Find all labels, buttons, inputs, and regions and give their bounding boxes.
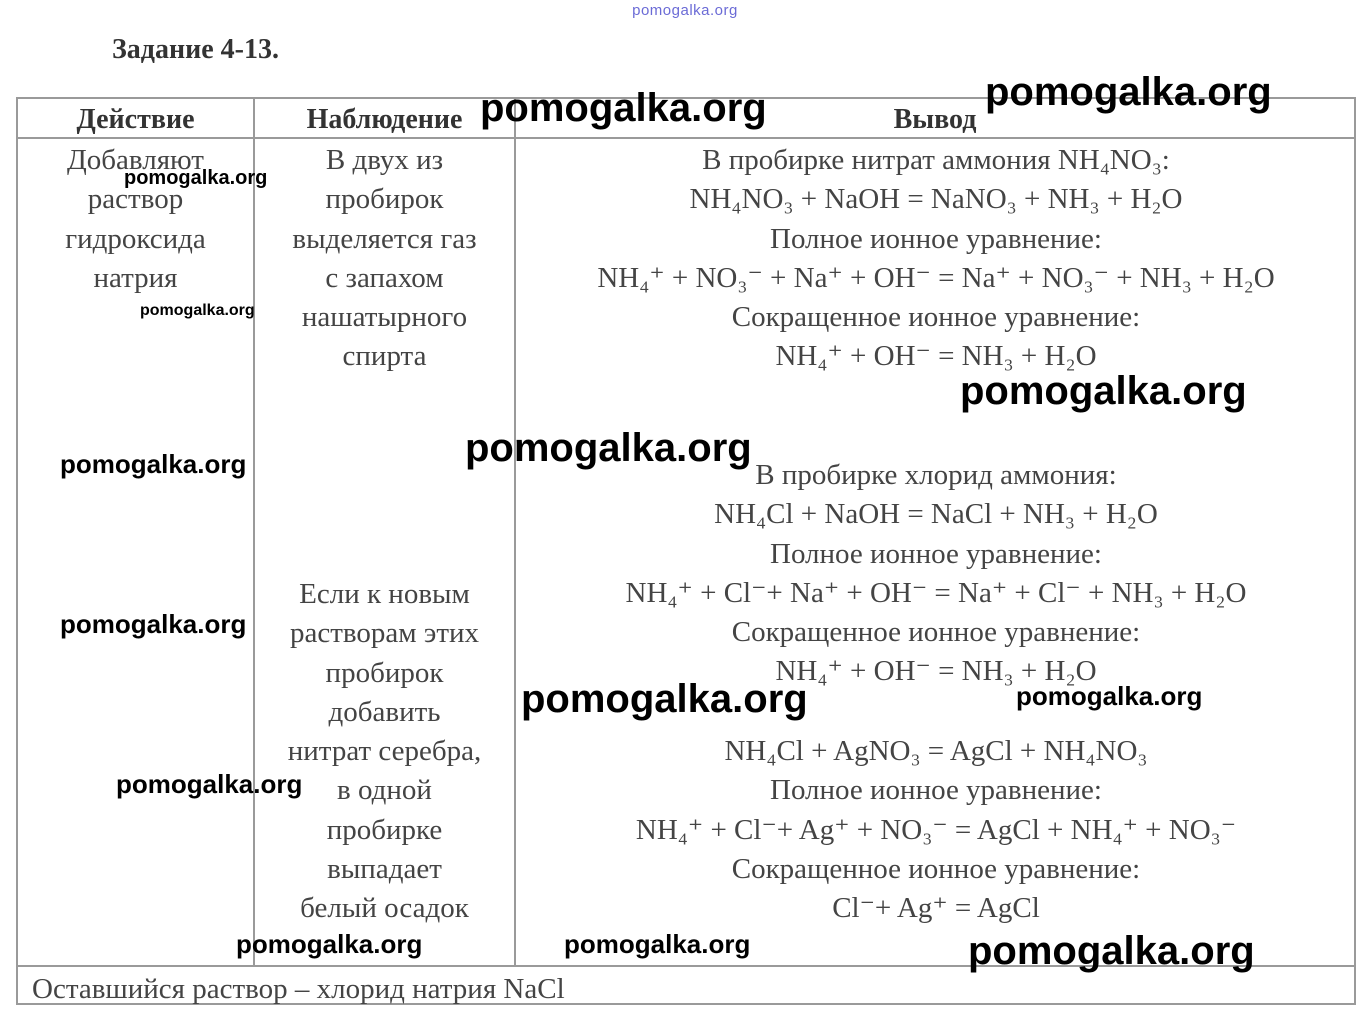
observation-line: В двух из — [325, 144, 444, 176]
observation-line: спирта — [342, 340, 427, 373]
observation-line: в одной — [337, 774, 432, 807]
observation-line: пробирке — [326, 813, 443, 846]
observation-line: растворам этих — [289, 617, 480, 650]
observation-line: добавить — [328, 695, 441, 728]
equation-full-ionic: NH₄⁺ + NO₃⁻ + Na⁺ + OH⁻ = Na⁺ + NO₃⁻ + NH₃ + H₂O — [597, 261, 1275, 294]
conclusion-block-2 — [516, 456, 1356, 692]
equation-molecular: NH₄NO₃ + NaOH = NaNO₃ + NH₃ + H₂O — [689, 183, 1183, 216]
answer-table — [16, 97, 1356, 1005]
watermark: pomogalka.org — [985, 70, 1272, 114]
footer-row: Оставшийся раствор – хлорид натрия NaCl — [32, 973, 565, 1005]
action-line: натрия — [93, 261, 178, 294]
observation-line: Если к новым — [299, 578, 470, 610]
observation-line: с запахом — [325, 261, 444, 294]
observation-cell-1 — [255, 141, 514, 377]
conclusion-line: Сокращенное ионное уравнение: — [731, 852, 1141, 885]
conclusion-line: Полное ионное уравнение: — [770, 222, 1102, 255]
header-conclusion: Вывод — [893, 104, 977, 135]
header-observation: Наблюдение — [306, 104, 463, 135]
observation-cell-2 — [255, 575, 514, 929]
watermark: pomogalka.org — [960, 369, 1247, 413]
observation-line: белый осадок — [300, 892, 469, 925]
observation-line: выпадает — [327, 853, 442, 886]
equation-molecular: NH₄Cl + NaOH = NaCl + NH₃ + H₂O — [714, 498, 1158, 531]
observation-line: нитрат серебра, — [287, 735, 482, 768]
watermark: pomogalka.org — [116, 769, 303, 799]
action-line: раствор — [87, 183, 184, 216]
header-action: Действие — [76, 104, 195, 135]
equation-short-ionic: NH₄⁺ + OH⁻ = NH₃ + H₂O — [775, 340, 1097, 373]
action-line: гидроксида — [65, 222, 206, 255]
equation-short-ionic: Cl⁻+ Ag⁺ = AgCl — [832, 892, 1040, 925]
action-line: Добавляют — [67, 144, 204, 176]
equation-molecular: NH₄Cl + AgNO₃ = AgCl + NH₄NO₃ — [724, 735, 1148, 767]
watermark: pomogalka.org — [480, 86, 767, 130]
equation-short-ionic: NH₄⁺ + OH⁻ = NH₃ + H₂O — [775, 655, 1097, 688]
conclusion-block-3 — [516, 732, 1356, 928]
conclusion-line: Сокращенное ионное уравнение: — [731, 301, 1141, 334]
observation-line: выделяется газ — [292, 222, 477, 255]
watermark: pomogalka.org — [968, 929, 1255, 973]
equation-full-ionic: NH₄⁺ + Cl⁻+ Ag⁺ + NO₃⁻ = AgCl + NH₄⁺ + NO₃⁻ — [635, 813, 1237, 846]
conclusion-line: Сокращенное ионное уравнение: — [731, 616, 1141, 649]
observation-line: нашатырного — [301, 301, 468, 334]
watermark: pomogalka.org — [465, 426, 752, 470]
top-watermark: pomogalka.org — [632, 2, 738, 19]
conclusion-block-1 — [516, 141, 1356, 377]
watermark: pomogalka.org — [236, 929, 423, 959]
conclusion-line: В пробирке нитрат аммония NH₄NO₃: — [702, 144, 1170, 176]
watermark: pomogalka.org — [521, 677, 808, 721]
observation-line: пробирок — [325, 656, 444, 689]
watermark: pomogalka.org — [124, 167, 268, 189]
conclusion-line: Полное ионное уравнение: — [770, 774, 1102, 807]
watermark: pomogalka.org — [1016, 681, 1203, 711]
conclusion-line: В пробирке хлорид аммония: — [755, 459, 1117, 491]
action-cell — [18, 141, 253, 298]
task-title: Задание 4-13. — [112, 34, 279, 65]
watermark: pomogalka.org — [60, 609, 247, 639]
watermark: pomogalka.org — [564, 929, 751, 959]
equation-full-ionic: NH₄⁺ + Cl⁻+ Na⁺ + OH⁻ = Na⁺ + Cl⁻ + NH₃ + H₂O — [625, 576, 1247, 609]
conclusion-line: Полное ионное уравнение: — [770, 537, 1102, 570]
watermark: pomogalka.org — [60, 449, 247, 479]
watermark: pomogalka.org — [140, 302, 255, 319]
observation-line: пробирок — [325, 183, 444, 216]
